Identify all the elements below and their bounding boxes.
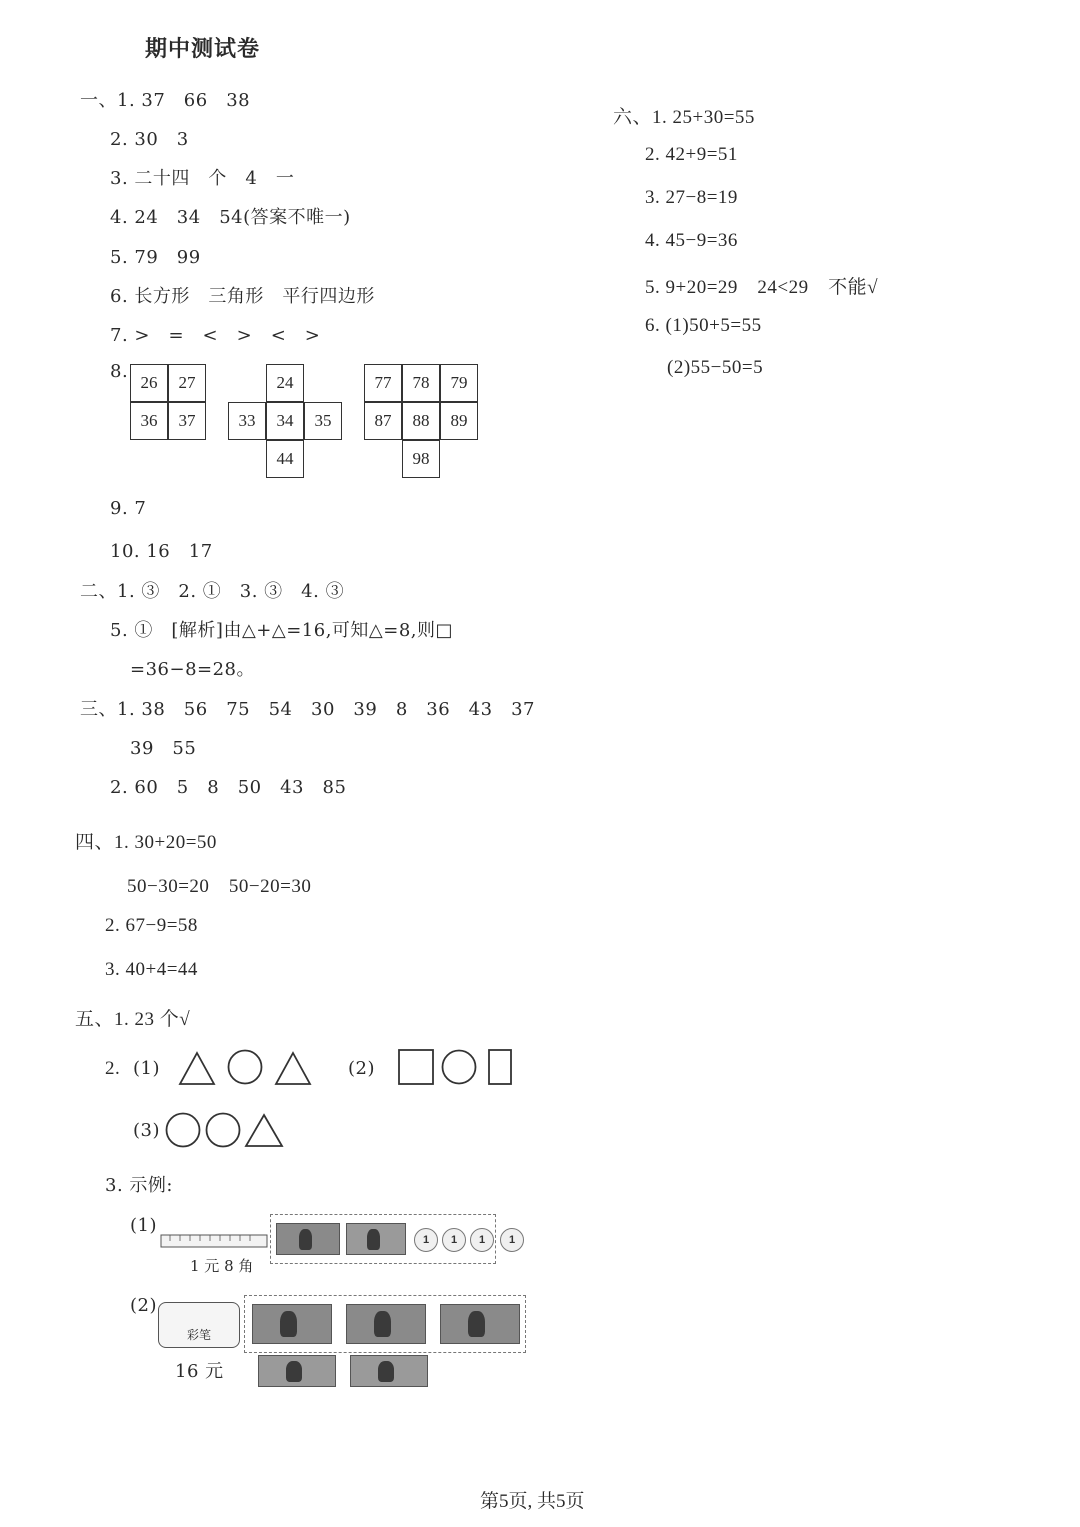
answer-3-1: 三、1. 38 56 75 54 30 39 8 36 43 37 (80, 699, 535, 720)
example-2-price: 16 元 (175, 1361, 224, 1382)
answer-2-1-4: 二、1. ③ 2. ① 3. ③ 4. ③ (80, 581, 345, 602)
grid-cell: 89 (440, 402, 478, 440)
grid-cell: 35 (304, 402, 342, 440)
answer-6-2: 2. 42+9=51 (645, 144, 738, 165)
answer-5-1: 五、1. 23 个√ (75, 1009, 191, 1030)
example-2-label: (2) (130, 1295, 157, 1316)
banknote-icon (252, 1304, 332, 1344)
grid-cell: 88 (402, 402, 440, 440)
answer-1-2: 2. 30 3 (110, 129, 189, 150)
answer-1-10: 10. 16 17 (110, 541, 213, 562)
answer-6-3: 3. 27−8=19 (645, 187, 738, 208)
grid-cell: 87 (364, 402, 402, 440)
answer-1-7: 7. > = < > < > (110, 325, 321, 346)
answer-5-2-part2-label: (2) (348, 1058, 375, 1079)
answer-5-2-part3-label: (3) (133, 1120, 160, 1141)
grid-cell: 24 (266, 364, 304, 402)
triangle-icon (274, 1050, 312, 1086)
circle-icon (164, 1111, 202, 1149)
answer-1-8: 8. (110, 361, 129, 382)
color-pen-box-icon (158, 1302, 240, 1348)
circle-icon (226, 1048, 264, 1086)
grid-cell: 27 (168, 364, 206, 402)
triangle-icon (244, 1112, 284, 1148)
coin-icon: 1 (500, 1228, 524, 1252)
pen-box-label: 彩笔 (186, 1328, 211, 1342)
answer-4-2: 2. 67−9=58 (105, 915, 198, 936)
ruler-icon (160, 1233, 270, 1251)
grid-cell: 34 (266, 402, 304, 440)
answer-6-6-2: (2)55−50=5 (667, 357, 764, 378)
grid-cell: 77 (364, 364, 402, 402)
triangle-icon (178, 1050, 216, 1086)
answer-5-3: 3. 示例: (105, 1175, 173, 1196)
answer-1-4: 4. 24 34 54(答案不唯一) (110, 207, 351, 228)
rectangle-icon (487, 1048, 513, 1086)
page-footer: 第5页, 共5页 (480, 1491, 585, 1512)
circle-icon (204, 1111, 242, 1149)
coin-icon: 1 (470, 1228, 494, 1252)
answer-6-6-1: 6. (1)50+5=55 (645, 315, 762, 336)
page-title: 期中测试卷 (145, 36, 261, 62)
coin-icon: 1 (414, 1228, 438, 1252)
circle-icon (440, 1048, 478, 1086)
grid-cell: 37 (168, 402, 206, 440)
grid-cell: 36 (130, 402, 168, 440)
grid-cell: 79 (440, 364, 478, 402)
answer-6-1: 六、1. 25+30=55 (613, 107, 755, 128)
banknote-icon (440, 1304, 520, 1344)
grid-cell: 33 (228, 402, 266, 440)
answer-1-3: 3. 二十四 个 4 一 (110, 168, 295, 189)
banknote-icon (276, 1223, 340, 1255)
grid-cell: 26 (130, 364, 168, 402)
answer-5-2-label: 2. (105, 1058, 121, 1079)
answer-1-9: 9. 7 (110, 498, 147, 519)
coin-icon: 1 (442, 1228, 466, 1252)
answer-3-1-cont: 39 55 (130, 738, 197, 759)
grid-cell: 44 (266, 440, 304, 478)
answer-4-1-cont: 50−30=20 50−20=30 (127, 876, 312, 897)
answer-1-5: 5. 79 99 (110, 247, 201, 268)
example-1-label: (1) (130, 1215, 157, 1236)
answer-6-4: 4. 45−9=36 (645, 230, 738, 251)
answer-1-6: 6. 长方形 三角形 平行四边形 (110, 286, 375, 307)
answer-4-3: 3. 40+4=44 (105, 959, 198, 980)
banknote-icon (346, 1223, 406, 1255)
answer-3-2: 2. 60 5 8 50 43 85 (110, 777, 347, 798)
banknote-icon (350, 1355, 428, 1387)
answer-6-5: 5. 9+20=29 24<29 不能√ (645, 277, 879, 298)
answer-1-1: 一、1. 37 66 38 (80, 90, 251, 111)
grid-cell: 98 (402, 440, 440, 478)
answer-2-5-cont: =36−8=28。 (130, 659, 256, 680)
square-icon (397, 1048, 435, 1086)
banknote-icon (346, 1304, 426, 1344)
answer-5-2-part1-label: (1) (133, 1058, 160, 1079)
example-1-price: 1 元 8 角 (190, 1257, 254, 1275)
answer-4-1: 四、1. 30+20=50 (75, 832, 217, 853)
banknote-icon (258, 1355, 336, 1387)
answer-2-5: 5. ① [解析]由△+△=16,可知△=8,则□ (110, 620, 454, 641)
grid-cell: 78 (402, 364, 440, 402)
